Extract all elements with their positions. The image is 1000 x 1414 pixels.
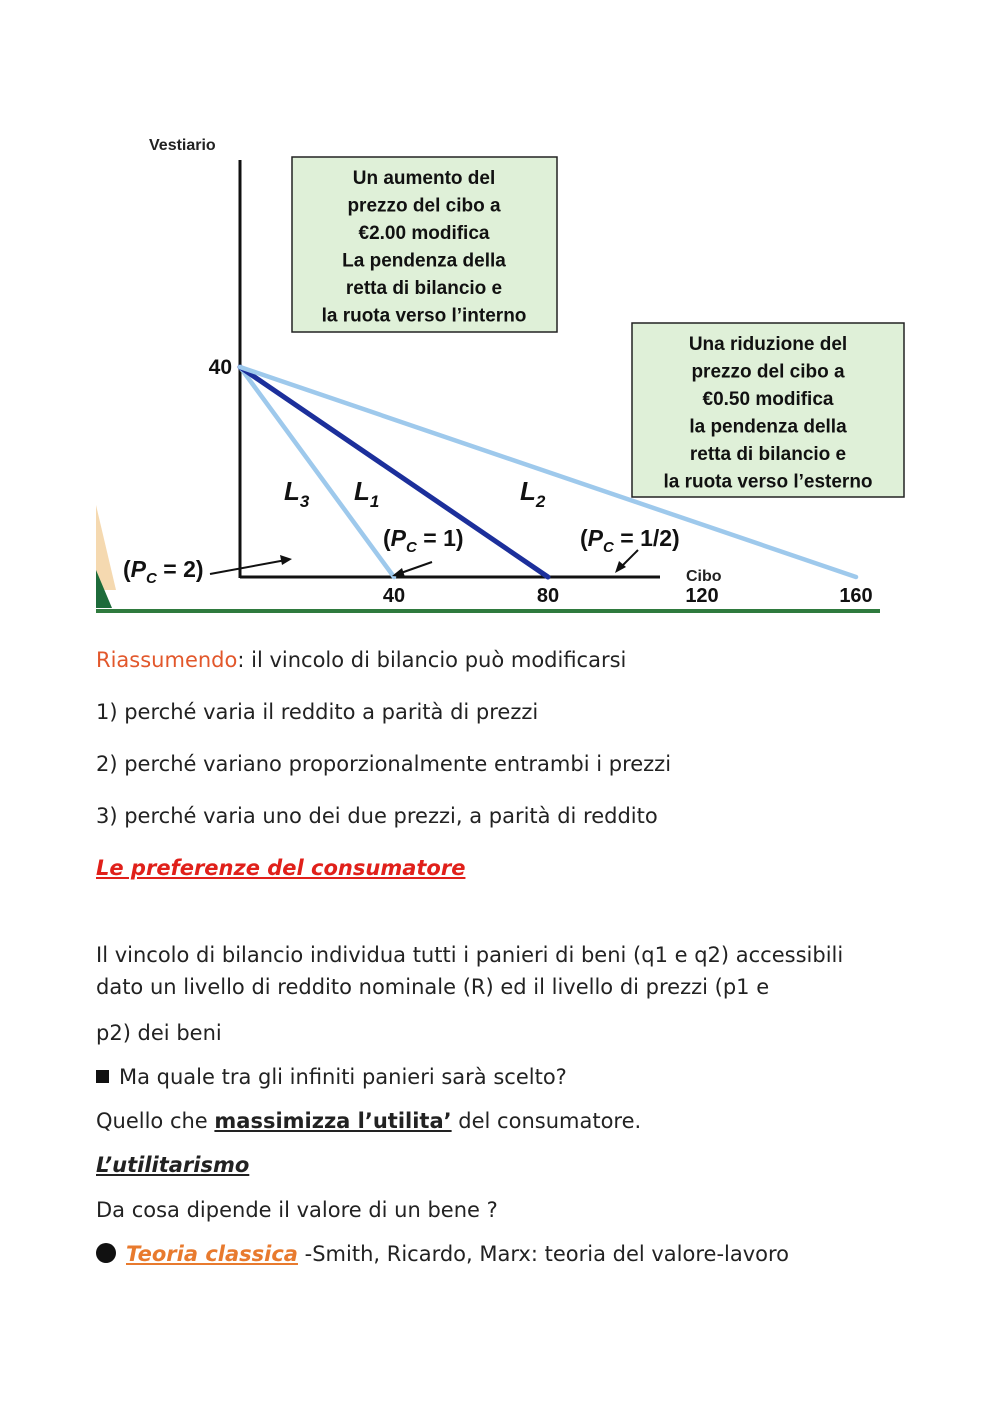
bottom-rule bbox=[96, 609, 880, 613]
summary-label: Riassumendo bbox=[96, 648, 238, 672]
note-box-line: la ruota verso l’interno bbox=[321, 305, 527, 327]
budget-line-chart bbox=[0, 0, 1000, 620]
list-item-3: 3) perché varia uno dei due prezzi, a parità di reddito bbox=[96, 804, 658, 828]
series-line-L3 bbox=[240, 367, 394, 577]
annotation-pc-half: $(P_C = 1/2)$ bbox=[580, 525, 680, 556]
annotation-arrowhead bbox=[392, 568, 405, 577]
note-box-line: Una riduzione del bbox=[688, 334, 848, 355]
classic-theory-link[interactable]: Teoria classica bbox=[126, 1242, 298, 1266]
note-box-line: Un aumento del bbox=[352, 168, 496, 189]
classic-theory-rest: -Smith, Ricardo, Marx: teoria del valore-lavoro bbox=[297, 1242, 790, 1266]
annotation-pc-1: $(P_C = 1)$ bbox=[383, 525, 464, 556]
x-tick-label: 160 bbox=[839, 585, 873, 607]
note-box-line: prezzo del cibo a bbox=[691, 361, 845, 383]
y-tick-label: 40 bbox=[208, 356, 232, 379]
x-tick-label: 40 bbox=[382, 585, 406, 607]
paragraph-line-1: Il vincolo di bilancio individua tutti i panieri di beni (q1 e q2) accessibili bbox=[96, 943, 844, 967]
question-text: Ma quale tra gli infiniti panieri sarà scelto? bbox=[119, 1065, 567, 1089]
note-box-line: prezzo del cibo a bbox=[347, 195, 501, 217]
x-tick-label: 120 bbox=[685, 585, 719, 607]
section-title: Le preferenze del consumatore bbox=[96, 856, 466, 880]
classic-theory-line bbox=[96, 1239, 789, 1269]
note-box-line: la pendenza della bbox=[689, 416, 847, 438]
answer-bold: massimizza l’utilita’ bbox=[214, 1109, 452, 1133]
note-box-line: La pendenza della bbox=[342, 250, 506, 272]
annotation-pc-2: $(P_C = 2)$ bbox=[123, 556, 204, 587]
value-question: Da cosa dipende il valore di un bene ? bbox=[96, 1198, 498, 1222]
utilitarism-heading: L’utilitarismo bbox=[96, 1153, 250, 1177]
x-tick-label: 80 bbox=[536, 585, 560, 607]
note-box-line: la ruota verso l’esterno bbox=[663, 471, 873, 493]
note-box-line: €2.00 modifica bbox=[358, 223, 490, 244]
x-axis-label: Cibo bbox=[686, 568, 722, 585]
summary-line bbox=[96, 645, 626, 675]
answer-line bbox=[96, 1106, 641, 1136]
answer-post: del consumatore. bbox=[451, 1109, 642, 1133]
y-axis-label: Vestiario bbox=[149, 137, 216, 154]
series-label-L3: $L_3$ bbox=[284, 476, 310, 511]
paragraph-line-3: p2) dei beni bbox=[96, 1021, 222, 1045]
answer-pre: Quello che bbox=[96, 1109, 215, 1133]
summary-rest: : il vincolo di bilancio può modificarsi bbox=[237, 648, 627, 672]
note-box-line: retta di bilancio e bbox=[345, 278, 503, 299]
circle-bullet-icon bbox=[96, 1243, 116, 1263]
series-label-L2: $L_2$ bbox=[520, 476, 546, 511]
series-label-L1: $L_1$ bbox=[354, 476, 380, 511]
list-item-1: 1) perché varia il reddito a parità di prezzi bbox=[96, 700, 539, 724]
note-box-line: retta di bilancio e bbox=[689, 444, 847, 465]
question-line bbox=[96, 1062, 567, 1092]
paragraph-line-2: dato un livello di reddito nominale (R) ed il livello di prezzi (p1 e bbox=[96, 975, 770, 999]
annotation-arrow bbox=[210, 560, 286, 574]
annotation-arrowhead bbox=[280, 555, 292, 565]
square-bullet-icon bbox=[96, 1070, 109, 1083]
note-box-line: €0.50 modifica bbox=[702, 389, 834, 410]
list-item-2: 2) perché variano proporzionalmente entrambi i prezzi bbox=[96, 752, 672, 776]
